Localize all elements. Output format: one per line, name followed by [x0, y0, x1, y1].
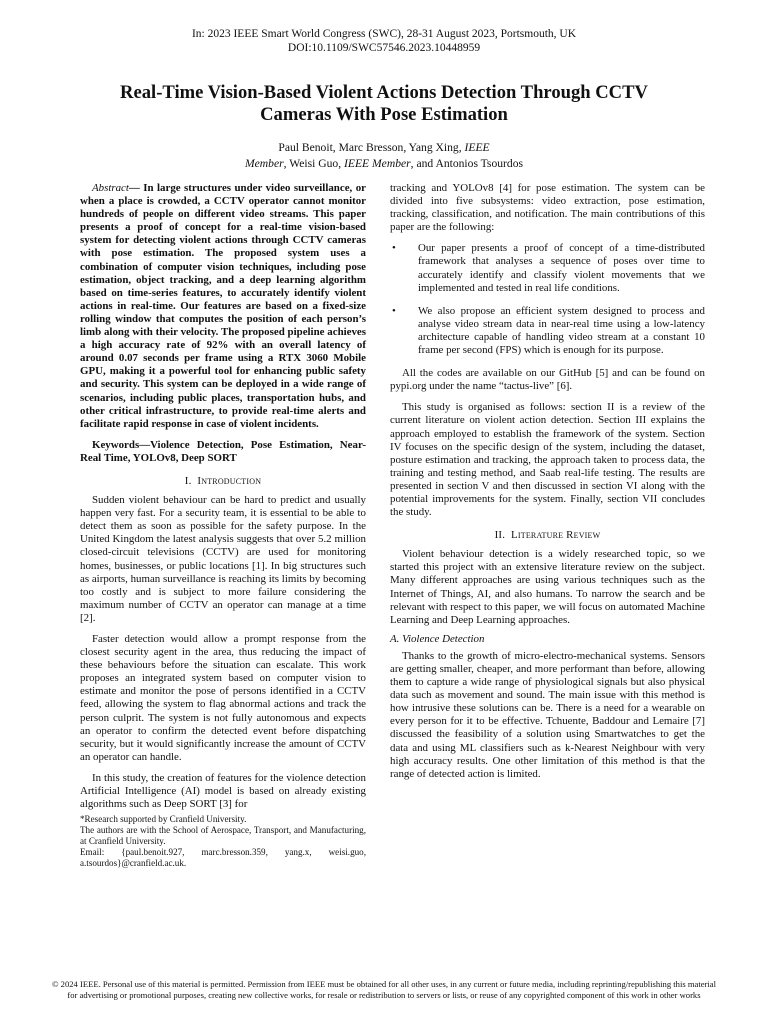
- paragraph: Violent behaviour detection is a widely researched topic, so we started this project with an extensive literature review on the subject. Many different approaches are using various techniques such as the Internet of Things, AI, and also humans. To narrow the search and be relevant with respect to this paper, we will focus on automated Machine Learning and Deep Learning approaches.: [390, 548, 705, 626]
- abstract-label: Abstract: [92, 182, 129, 194]
- copyright-line-2: for advertising or promotional purposes, creating new collective works, for resale or redistribution to servers or lists, or reuse of any copyrighted component of this work in other works: [67, 990, 701, 1000]
- footnote-email: Email: {paul.benoit.927, marc.bresson.359, yang.x, weisi.guo, a.tsourdos}@cranfield.ac.uk.: [80, 847, 366, 868]
- contribution-item: [390, 242, 705, 294]
- author-names-3: , and Antonios Tsourdos: [410, 157, 523, 170]
- paragraph: All the codes are available on our GitHub [5] and can be found on pypi.org under the name “tactus-live” [6].: [390, 367, 705, 393]
- footnote-support: *Research supported by Cranfield University.: [80, 814, 247, 824]
- doi-line: DOI:10.1109/SWC57546.2023.10448959: [287, 42, 481, 54]
- intro-continuation: tracking and YOLOv8 [4] for pose estimation. The system can be divided into five subsystems: video extraction, pose estimation, tracking, classification, and notification. The main contributions of this paper are the following:: [390, 182, 705, 234]
- copyright-notice: [0, 979, 768, 1001]
- contribution-text: We also propose an efficient system designed to process and analyse video stream data in near-real time using a low-latency architecture capable of handling video stream at a constant 10 frame per second (FPS) which is enough for its purpose.: [418, 304, 705, 357]
- author-line-2: [150, 156, 618, 172]
- section-title: Literature Review: [511, 529, 601, 542]
- section-title: Introduction: [197, 474, 262, 487]
- violence-detection-body: [390, 650, 705, 781]
- footnote: [80, 814, 366, 869]
- bullet-icon: •: [392, 304, 396, 317]
- title-line-1: Real-Time Vision-Based Violent Actions Detection Through CCTV: [120, 82, 648, 103]
- title-line-2: Cameras With Pose Estimation: [260, 104, 508, 125]
- conference-line: In: 2023 IEEE Smart World Congress (SWC), 28-31 August 2023, Portsmouth, UK: [191, 28, 577, 40]
- author-affil-2: Member: [245, 157, 284, 170]
- paragraph: This study is organised as follows: section II is a review of the current literature on violent action detection. Section III explains the approach employed to establish the framework of the system. Section IV focuses on the specific design of the system, including the dataset, posture estimation and tracking, the approach taken to process data, the training and testing method, and Saab real-life testing. The results are presented in section V and then discussed in section VI along with the potential improvements for the system. Finally, section VII concludes the study.: [390, 401, 705, 519]
- literature-body: [390, 548, 705, 627]
- abstract-text: — In large structures under video surveillance, or when a place is crowded, a CCTV operator cannot monitor hundreds of people on different video streams. This paper presents a proof of concept for a real-time vision-based system for detecting violent actions through CCTV cameras with pose estimation. The proposed system uses a combination of computer vision techniques, including pose estimation, object tracking, and a deep learning algorithm based on time-series features, to accurately identify violent actions in real-time. Our features are based on a fixed-size rolling window that computes the position of each person’s limb along with their velocity. The proposed pipeline achieves a high accuracy rate of 92% with an overall latency of around 0.07 seconds per frame using a RTX 3060 Mobile GPU, making it a powerful tool for enhancing public safety and security. This system can be deployed in a wide range of scenarios, including public places, transportation hubs, and other critical infrastructure, to provide real-time alerts and facilitate rapid response in case of violent incidents.: [80, 182, 366, 430]
- introduction-body: [80, 494, 366, 811]
- contributions-list: [390, 242, 705, 357]
- author-affil-3: IEEE Member: [344, 157, 411, 170]
- author-names-1: Paul Benoit, Marc Bresson, Yang Xing,: [278, 141, 465, 154]
- paper-title: [60, 82, 708, 126]
- section-number: II.: [494, 529, 506, 542]
- left-column: [80, 182, 366, 811]
- contribution-item: [390, 305, 705, 357]
- right-column: [390, 182, 705, 781]
- paragraph: Thanks to the growth of micro-electro-mechanical systems. Sensors are getting smaller, cheaper, and more performant than before, allowing them to capture a wide range of physiological signals but also physical data such as movement and sound. The main issue with this method is how intrusive these solutions can be. There is a need for a wearable on every person for it to be effective. Tchuente, Baddour and Lemaire [7] discussed the feasibility of a solution using Smartwatches to get the data and using ML classifiers such as k-Nearest Neighbour with very high accuracy results. One other limitation of this method is that the range of detected action is limited.: [390, 649, 705, 780]
- bullet-icon: •: [392, 242, 396, 255]
- author-names-2: , Weisi Guo,: [283, 157, 345, 170]
- keywords: Keywords—Violence Detection, Pose Estimation, Near-Real Time, YOLOv8, Deep SORT: [80, 438, 366, 464]
- subsection-heading-violence: A. Violence Detection: [390, 632, 485, 645]
- section-heading-literature: [390, 529, 705, 542]
- right-paragraphs: [390, 367, 705, 519]
- abstract: [80, 182, 366, 431]
- conference-header: [0, 27, 768, 55]
- paragraph: Sudden violent behaviour can be hard to predict and usually happen very fast. For a security team, it is essential to be able to detect them as soon as possible for the safety purpose. In the United Kingdom the latest analysis suggests that over 5.2 million closed-circuit televisions (CCTV) are used for monitoring homes, businesses, or public locations [1]. In big structures such as airports, human surveillance is reaching its limits by becoming too costly and is subject to more failure considering the maximum number of CCTV an operator can manage at a time [2].: [80, 494, 366, 624]
- footnote-affiliation: The authors are with the School of Aerospace, Transport, and Manufacturing, at Cranfield University.: [80, 825, 366, 846]
- author-line-1: [150, 140, 618, 156]
- author-list: [150, 140, 618, 172]
- author-affil-1: IEEE: [464, 141, 490, 154]
- section-heading-introduction: [80, 475, 366, 488]
- contribution-text: Our paper presents a proof of concept of a time-distributed framework that analyses a sequence of poses over time to accurately identify and classify violent movements that we implemented and tested in real life conditions.: [418, 242, 705, 294]
- paragraph: Faster detection would allow a prompt response from the closest security agent in the area, thus reducing the impact of these behaviours before the situation can escalate. This work proposes an integrated system based on computer vision to estimate and monitor the pose of persons identified in a CCTV feed, allowing the system to flag abnormal actions and track the person culprit. The system is not fully autonomous and expects an operator to confirm the detected event before dispatching security, but it would significantly increase the amount of CCTV an operator can handle.: [80, 633, 366, 763]
- section-number: I.: [184, 474, 192, 487]
- paragraph: In this study, the creation of features for the violence detection Artificial Intelligence (AI) model is based on already existing algorithms such as Deep SORT [3] for: [80, 771, 366, 811]
- copyright-line-1: © 2024 IEEE. Personal use of this material is permitted. Permission from IEEE must be obtained for all other uses, in any current or future media, including reprinting/republishing this material: [51, 979, 717, 989]
